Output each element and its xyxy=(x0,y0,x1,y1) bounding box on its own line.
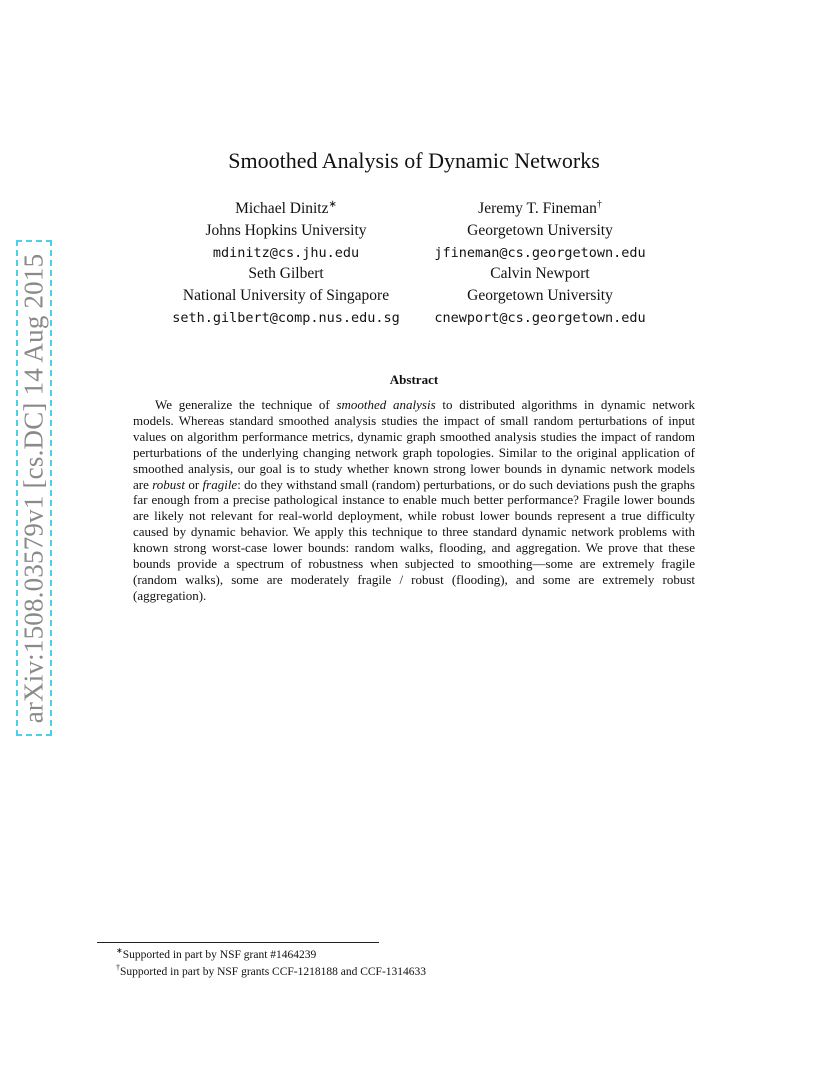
paper-title: Smoothed Analysis of Dynamic Networks xyxy=(228,148,600,173)
abstract-text: We generalize the technique of smoothed analysis to distributed algorithms in dynamic network models. Whereas standard smoothed analysis studies the impact of small random perturbations of input values on algorithm performance metrics, dynamic graph smoothed analysis studies the impact of random perturbations of the underlying changing network graph topologies. Similar to the original application of smoothed analysis, our goal is to study whether known strong lower bounds in dynamic network models are robust or fragile: do they withstand small (random) perturbations, or do such deviations push the graphs far enough from a precise pathological instance to enable much better performance? Fragile lower bounds are likely not relevant for real-world deployment, while robust lower bounds represent a true difficulty caused by dynamic behavior. We apply this technique to three standard dynamic network problems with known strong worst-case lower bounds: random walks, flooding, and aggregation. We prove that these bounds provide a spectrum of robustness when subjected to smoothing—some are extremely fragile (random walks), some are moderately fragile / robust (flooding), and some are extremely robust (aggregation). xyxy=(133,397,695,603)
emphasis-smoothed-analysis: smoothed analysis xyxy=(336,397,436,412)
footnote-1: ∗Supported in part by NSF grant #1464239 xyxy=(116,946,317,961)
author-name: Jeremy T. Fineman† xyxy=(478,198,602,217)
author-affiliation: Johns Hopkins University xyxy=(205,222,367,239)
author-affiliation: Georgetown University xyxy=(467,287,613,304)
arxiv-identifier-text: arXiv:1508.03579v1 [cs.DC] 14 Aug 2015 xyxy=(18,253,49,723)
author-affiliation: National University of Singapore xyxy=(182,287,390,304)
footnote-divider xyxy=(97,942,379,943)
author-email: mdinitz@cs.jhu.edu xyxy=(212,245,360,261)
author-affiliation: Georgetown University xyxy=(467,222,613,239)
emphasis-robust: robust xyxy=(152,476,185,492)
author-name: Calvin Newport xyxy=(490,265,590,282)
author-footnote-mark: ∗ xyxy=(328,198,337,210)
author-email: cnewport@cs.georgetown.edu xyxy=(434,310,646,326)
author-block-fineman xyxy=(410,198,670,264)
emphasis-fragile: fragile xyxy=(202,476,238,492)
author-block-dinitz xyxy=(166,198,406,264)
author-footnote-mark: † xyxy=(596,198,602,210)
author-block-gilbert xyxy=(156,263,416,329)
footnotes xyxy=(116,947,716,981)
abstract-heading: Abstract xyxy=(389,372,439,387)
author-name: Michael Dinitz∗ xyxy=(235,198,337,217)
author-name: Seth Gilbert xyxy=(248,265,324,282)
author-email: seth.gilbert@comp.nus.edu.sg xyxy=(172,310,400,326)
author-email: jfineman@cs.georgetown.edu xyxy=(434,245,646,261)
footnote-2: †Supported in part by NSF grants CCF-1218188 and CCF-1314633 xyxy=(116,963,427,978)
author-block-newport xyxy=(420,263,660,329)
arxiv-identifier-stamp xyxy=(16,240,52,736)
